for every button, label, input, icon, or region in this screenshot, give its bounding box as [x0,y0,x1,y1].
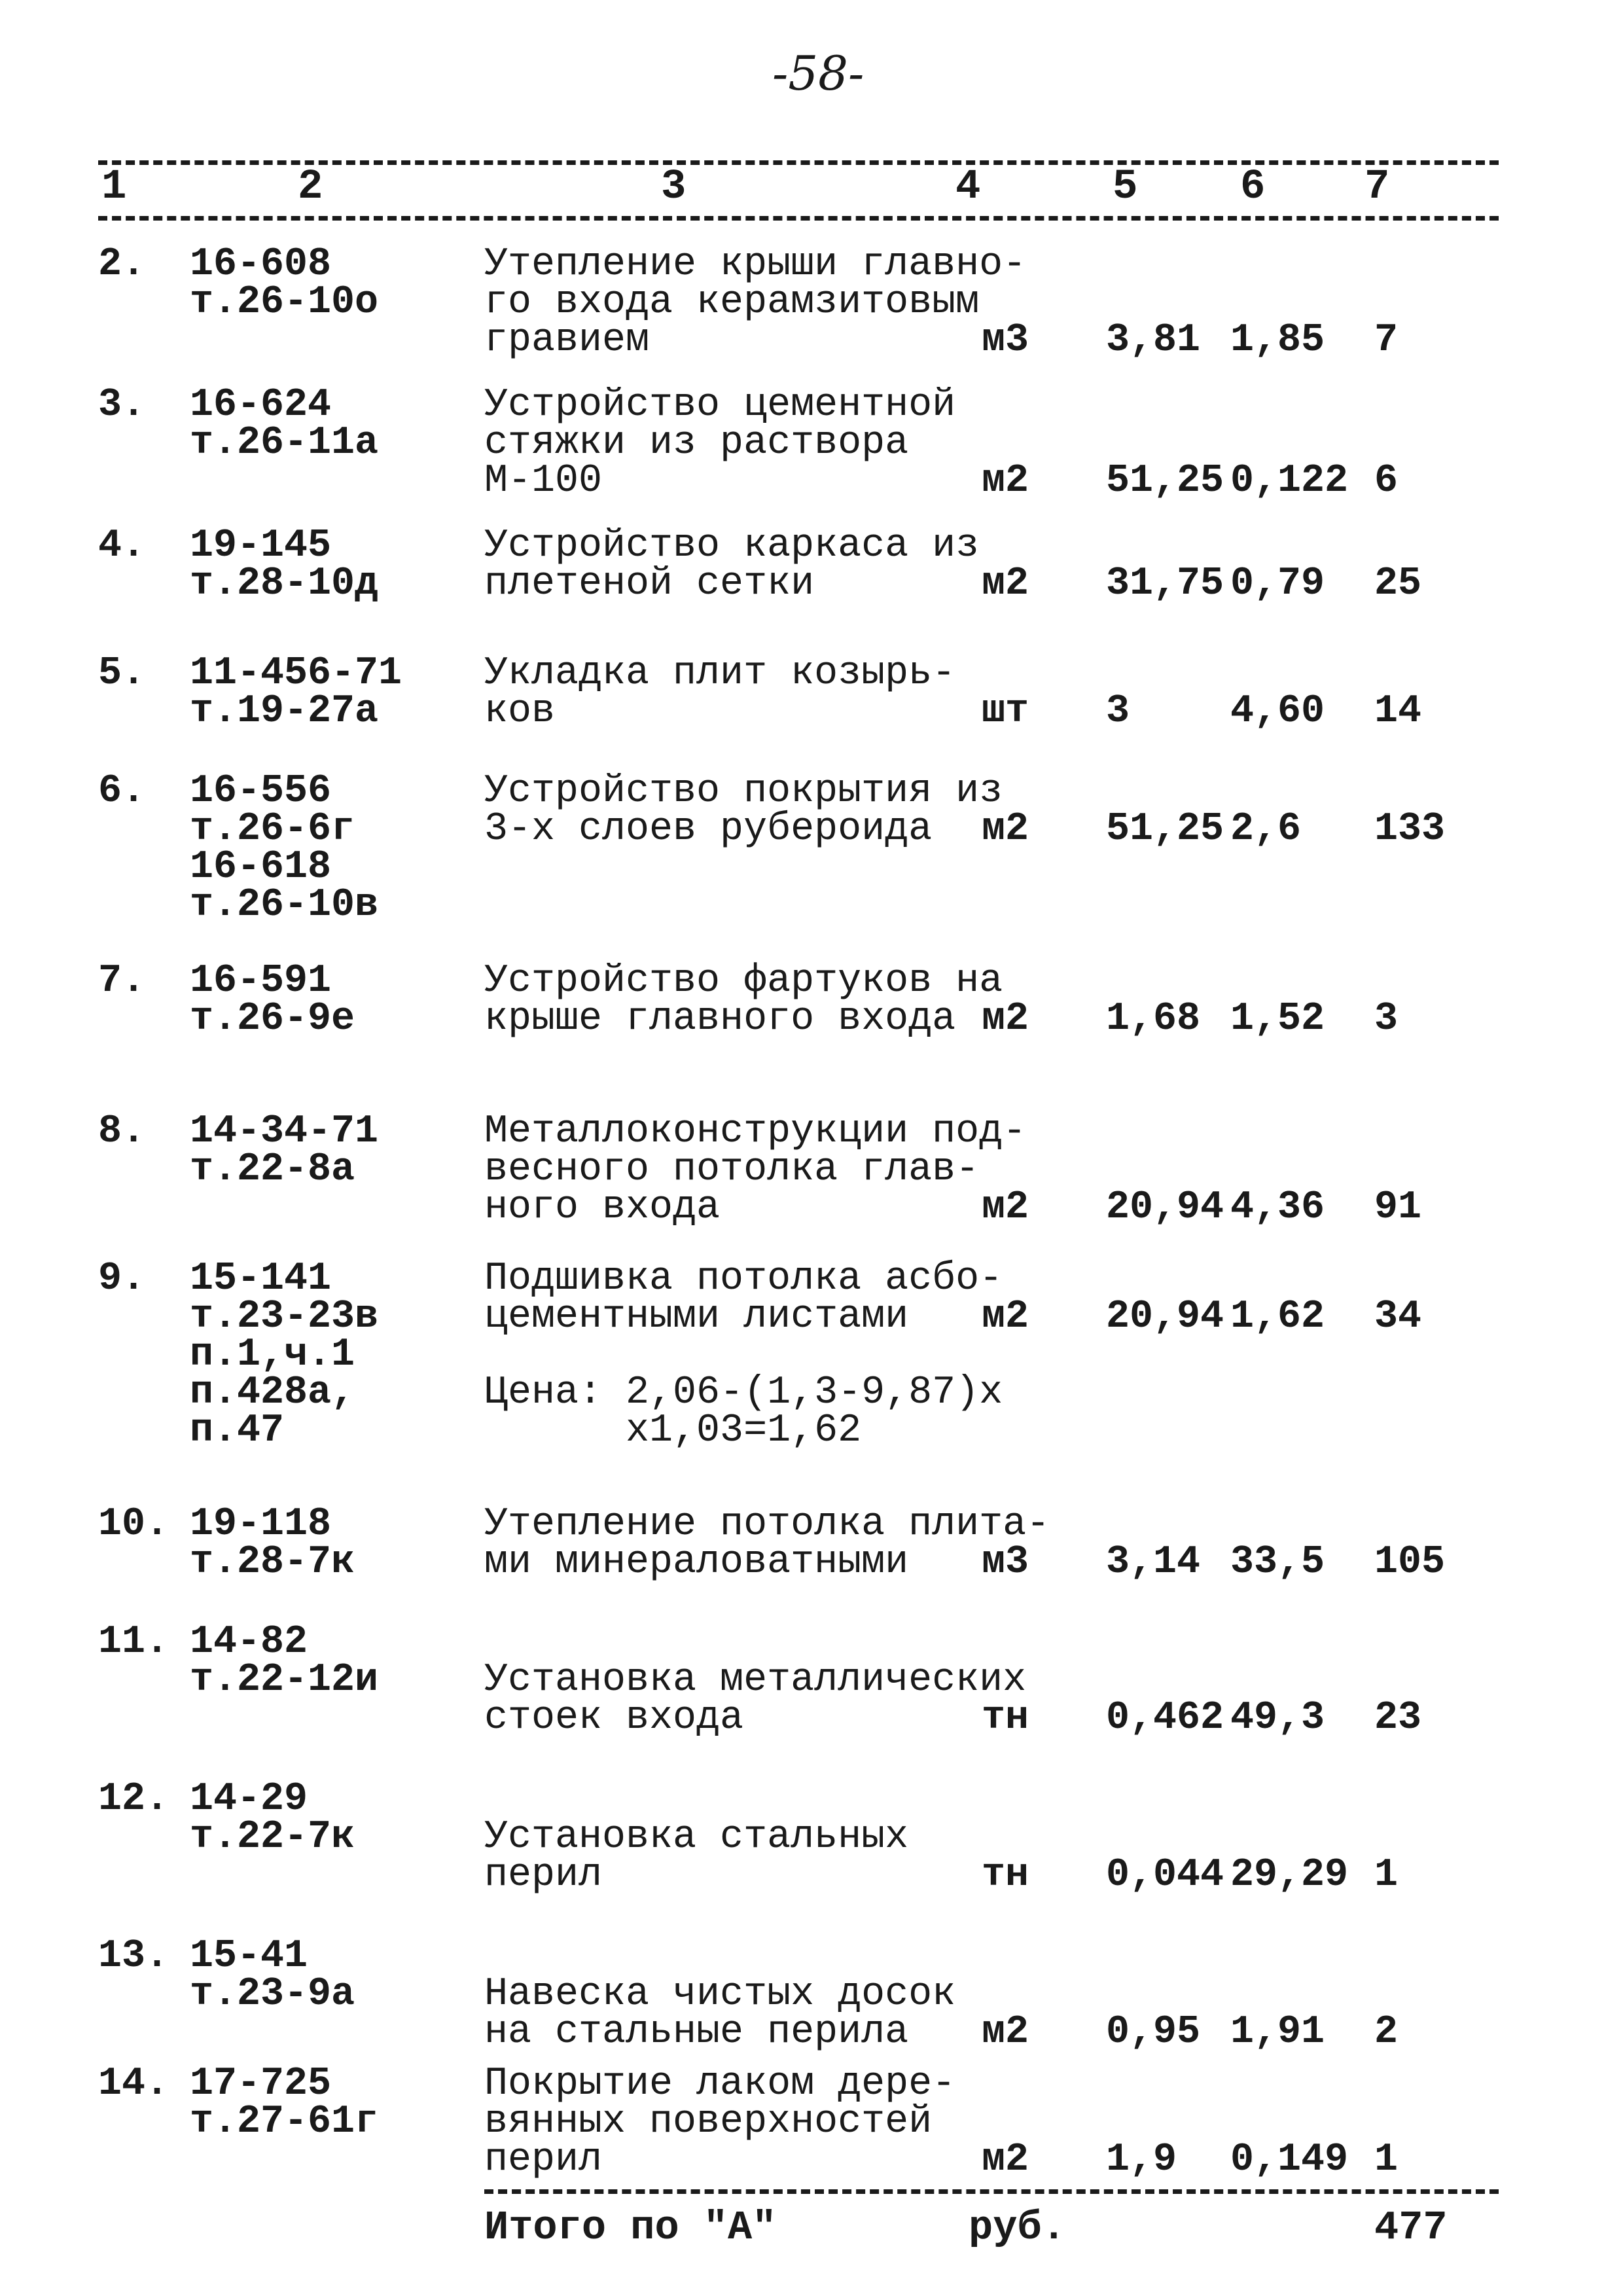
page-number: -58- [772,46,865,101]
row-number: 13. [98,1934,169,1979]
quantity: 3,14 [1106,1540,1201,1585]
quantity: 20,94 [1106,1185,1224,1230]
norm-code: 17-725 т.27-61г [190,2062,379,2144]
row-number: 12. [98,1777,169,1821]
work-description: Утепление потолка плита- ми минераловатными [484,1502,1050,1585]
row-number: 8. [98,1109,146,1154]
row-number: 5. [98,651,146,696]
unit-price: 1,85 [1230,318,1325,363]
unit-price: 33,5 [1230,1540,1325,1585]
unit-price: 0,122 [1230,459,1349,503]
unit-price: 2,6 [1230,807,1302,852]
header-col-6: 6 [1240,164,1266,211]
unit-price: 1,52 [1230,997,1325,1041]
quantity: 31,75 [1106,562,1224,606]
quantity: 51,25 [1106,459,1224,503]
sum: 34 [1374,1295,1422,1339]
unit: тн [982,1696,1029,1740]
work-description: Установка стальных перил [484,1815,909,1897]
unit-price: 0,149 [1230,2138,1349,2182]
sum: 23 [1374,1696,1422,1740]
norm-code: 16-591 т.26-9е [190,959,355,1041]
sum: 6 [1374,459,1399,503]
quantity: 3,81 [1106,318,1201,363]
sum: 25 [1374,562,1422,606]
unit-price: 49,3 [1230,1696,1325,1740]
work-description: Устройство цементной стяжки из раствора М-100 [484,383,956,503]
header-col-2: 2 [298,164,323,211]
total-label: Итого по "А" [484,2204,777,2251]
unit: м2 [982,2010,1029,2054]
quantity: 51,25 [1106,807,1224,852]
norm-code: 15-141 т.23-23в п.1,ч.1 п.428а, п.47 [190,1257,379,1453]
sum: 105 [1374,1540,1446,1585]
total-rule [484,2189,1499,2194]
norm-code: 19-118 т.28-7к [190,1502,355,1585]
sum: 2 [1374,2010,1399,2054]
norm-code: 15-41 т.23-9а [190,1934,355,2017]
unit-price: 4,60 [1230,689,1325,734]
quantity: 0,044 [1106,1853,1224,1897]
work-description: Подшивка потолка асбо- цементными листами Цена: 2,06-(1,3-9,87)х х1,03=1,62 [484,1257,1003,1453]
quantity: 1,68 [1106,997,1201,1041]
quantity: 0,462 [1106,1696,1224,1740]
unit: тн [982,1853,1029,1897]
header-col-4: 4 [955,164,981,211]
header-col-7: 7 [1364,164,1390,211]
header-bottom-rule [98,216,1499,221]
norm-code: 14-82 т.22-12и [190,1620,379,1702]
row-number: 9. [98,1257,146,1301]
sum: 14 [1374,689,1422,734]
norm-code: 14-34-71 т.22-8а [190,1109,379,1192]
sum: 3 [1374,997,1399,1041]
header-col-1: 1 [101,164,127,211]
unit-price: 0,79 [1230,562,1325,606]
sum: 7 [1374,318,1399,363]
unit: м2 [982,1185,1029,1230]
unit: шт [982,689,1029,734]
unit: м3 [982,1540,1029,1585]
norm-code: 11-456-71 т.19-27а [190,651,402,734]
unit: м2 [982,1295,1029,1339]
row-number: 7. [98,959,146,1003]
row-number: 11. [98,1620,169,1664]
unit-price: 4,36 [1230,1185,1325,1230]
quantity: 0,95 [1106,2010,1201,2054]
quantity: 20,94 [1106,1295,1224,1339]
row-number: 14. [98,2062,169,2106]
norm-code: 14-29 т.22-7к [190,1777,355,1859]
header-col-3: 3 [661,164,687,211]
row-number: 4. [98,524,146,568]
unit-price: 29,29 [1230,1853,1349,1897]
row-number: 3. [98,383,146,427]
quantity: 3 [1106,689,1130,734]
total-value: 477 [1374,2204,1448,2251]
unit: м2 [982,997,1029,1041]
work-description: Покрытие лаком дере- вянных поверхностей перил [484,2062,956,2182]
header-col-5: 5 [1113,164,1138,211]
unit: м2 [982,459,1029,503]
work-description: Установка металлических стоек входа [484,1658,1027,1740]
quantity: 1,9 [1106,2138,1177,2182]
work-description: Металлоконструкции под- весного потолка глав- ного входа [484,1109,1027,1230]
row-number: 10. [98,1502,169,1547]
sum: 1 [1374,2138,1399,2182]
unit-price: 1,91 [1230,2010,1325,2054]
unit: м2 [982,562,1029,606]
sum: 1 [1374,1853,1399,1897]
work-description: Укладка плит козырь- ков [484,651,956,734]
work-description: Устройство каркаса из плетеной сетки [484,524,980,606]
norm-code: 16-624 т.26-11а [190,383,379,465]
unit: м2 [982,807,1029,852]
norm-code: 16-608 т.26-10о [190,242,379,325]
work-description: Устройство покрытия из 3-х слоев рубероида [484,769,1003,852]
row-number: 2. [98,242,146,287]
work-description: Утепление крыши главно- го входа керамзитовым гравием [484,242,1027,363]
norm-code: 16-556 т.26-6г 16-618 т.26-10в [190,769,379,927]
row-number: 6. [98,769,146,814]
unit-price: 1,62 [1230,1295,1325,1339]
work-description: Навеска чистых досок на стальные перила [484,1972,956,2054]
unit: м2 [982,2138,1029,2182]
work-description: Устройство фартуков на крыше главного входа [484,959,1003,1041]
sum: 91 [1374,1185,1422,1230]
norm-code: 19-145 т.28-10д [190,524,379,606]
sum: 133 [1374,807,1446,852]
unit: м3 [982,318,1029,363]
total-unit: руб. [969,2204,1066,2251]
